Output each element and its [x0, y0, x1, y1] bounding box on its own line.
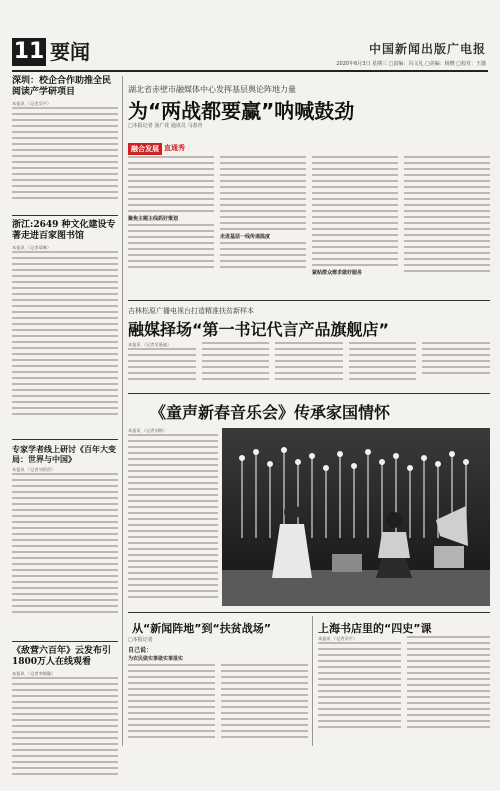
left-story-2-headline: 浙江:2649 种文化建设专著走进百家图书馆	[12, 220, 116, 241]
top-story-headline: 为“两战都要赢”呐喊鼓劲	[128, 99, 355, 123]
left-story-1-headline: 深圳：校企合作助推全民阅读产学研项目	[12, 76, 112, 97]
bottom-right-headline: 上海书店里的“四史”课	[318, 622, 432, 635]
bottom-left-body	[128, 636, 308, 746]
bottom-divider	[312, 616, 313, 746]
bottom-left-byline: □本报记者	[128, 637, 153, 643]
top-story-kicker: 湖北省赤壁市融媒体中心发挥基层舆论阵地力量	[128, 85, 296, 94]
issue-line: 2020年6月3日 星期三 □责编：冯文礼 □美编：杨晓 □校对：王薇	[336, 61, 486, 67]
bottom-left-headline: 从“新闻阵地”到“扶贫战场”	[132, 622, 271, 635]
top-story-subhead-2: 走进基层一线传递温度	[220, 234, 271, 240]
sidebar-label-1: 融合发展	[128, 143, 162, 155]
concert-photo	[222, 428, 490, 606]
top-story-col-4	[404, 156, 490, 296]
divider-3	[128, 612, 490, 613]
second-story-byline: 本报讯 （记者吴曼迪）	[128, 342, 172, 347]
paper-name: 中国新闻出版广电报	[368, 42, 486, 56]
concert-photo-image	[222, 428, 490, 606]
left-story-2-byline: 本报讯 （记者章琳）	[12, 245, 52, 250]
bottom-left-subkicker: 为农民做实事做实事落实	[128, 656, 184, 662]
top-story-col-1	[128, 156, 214, 296]
left-story-4-headline: 《敌营六百年》云发布引1800万人在线观看	[12, 646, 112, 667]
left-story-3-body	[12, 467, 118, 637]
second-story-headline: 融媒择场“第一书记代言产品旗舰店”	[128, 320, 390, 339]
top-story-subhead-1: 聚焦主题主线抓好策划	[128, 216, 179, 222]
left-story-1-byline: 本报讯 （记者吴平）	[12, 101, 52, 106]
column-divider	[122, 76, 123, 746]
second-story-kicker: 吉林松原广播电视台打造精准扶贫新样本	[128, 307, 254, 315]
third-story-text	[128, 428, 218, 606]
left-story-2-body	[12, 245, 118, 435]
left-story-3-byline: 本报讯 （记者刘蓓蓓）	[12, 467, 56, 472]
third-story-byline: 本报讯 （记者刘峥）	[128, 428, 168, 433]
divider-2	[128, 393, 490, 394]
left-story-3-headline: 专家学者线上研讨《百年大变局：世界与中国》	[12, 444, 116, 464]
top-story-byline: □本报记者 汤广花 通讯员 马春青	[128, 123, 203, 129]
top-story-col-2	[220, 156, 306, 296]
sidebar-label	[128, 143, 185, 155]
left-story-4-byline: 本报讯 （记者李婧璇）	[12, 671, 56, 676]
top-story-body	[128, 156, 490, 296]
bottom-right-byline: 本报讯 （记者吴平）	[318, 636, 358, 641]
page-number: 11	[13, 39, 45, 64]
top-story-col-3	[312, 156, 398, 296]
top-story-subhead-3: 紧贴群众需求做好服务	[312, 270, 363, 276]
section-title: 要闻	[50, 40, 90, 64]
left-story-4-body	[12, 671, 118, 791]
divider-1	[128, 300, 490, 301]
second-story-body	[128, 342, 490, 388]
sidebar-label-2: 直通秀	[164, 144, 185, 152]
bottom-left-kicker: 自己说：	[128, 647, 153, 654]
bottom-right-body	[318, 636, 490, 746]
left-story-1-body	[12, 101, 118, 211]
masthead-rule	[12, 70, 488, 72]
left-column	[12, 76, 118, 746]
third-story-headline: 《童声新春音乐会》传承家国情怀	[150, 403, 391, 422]
